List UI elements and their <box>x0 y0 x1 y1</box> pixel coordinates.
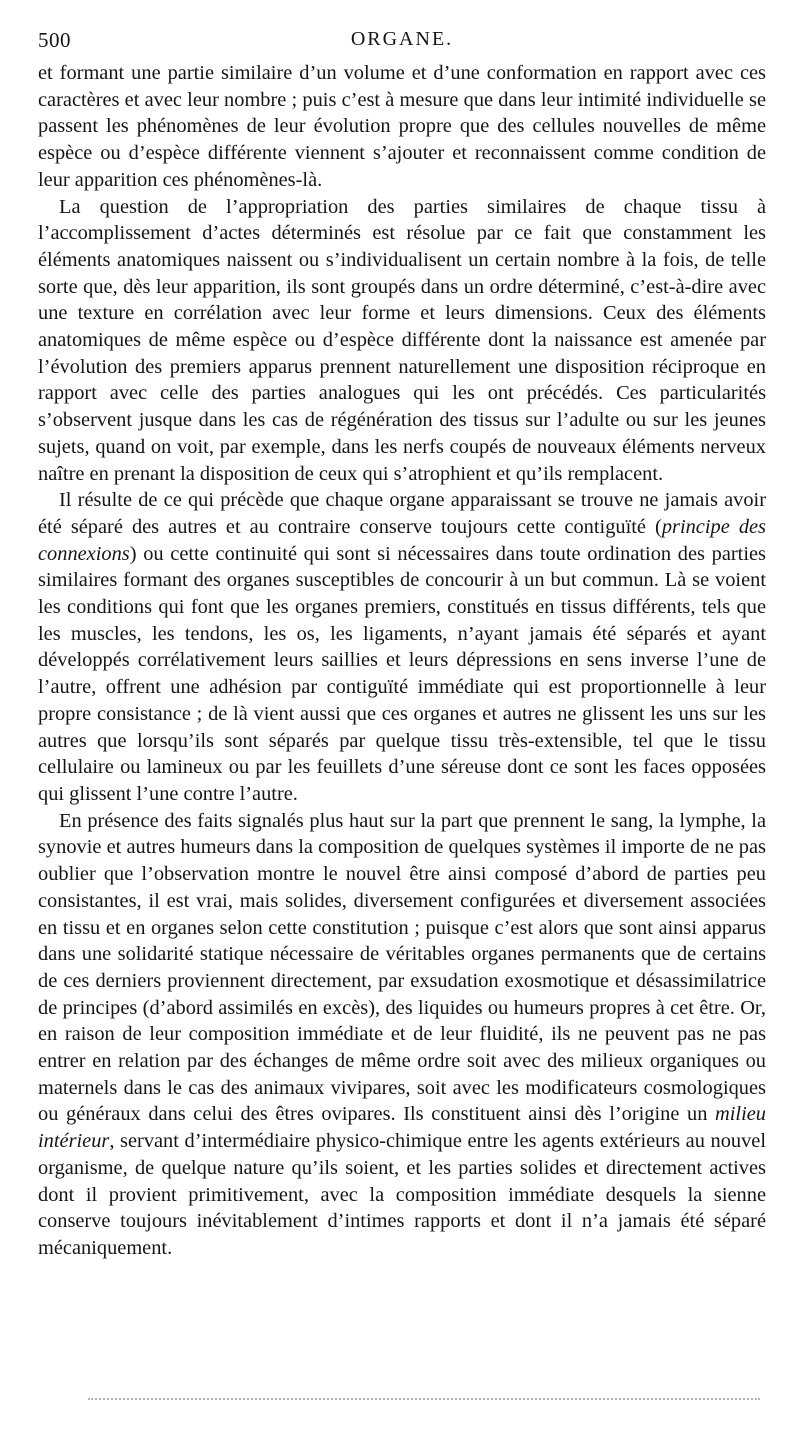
body-text <box>38 60 766 1262</box>
text-run: Il résulte de ce qui précède que chaque organe apparaissant se trouve ne jamais avoir été séparé des autres et au contraire conserve toujours cette contiguïté ( <box>38 489 766 538</box>
text-run: La question de l’appropriation des parties similaires de chaque tissu à l’accomplissement d’actes déterminés est résolue par ce fait que constamment les éléments anatomiques naissent ou s’individualisent un certain nombre à la fois, de telle sorte que, dès leur apparition, ils sont groupés dans un ordre déterminé, c’est-à-dire avec une texture en corrélation avec leur forme et leurs dimensions. Ceux des éléments anatomiques de même espèce ou d’espèce différente dont la naissance est amenée par l’évolution des premiers apparus prennent naturellement une disposition réciproque en rapport avec celle des parties analogues qui les ont précédés. Ces particularités s’observent jusque dans les cas de régénération des tissus sur l’adulte ou sur les jeunes sujets, quand on voit, par exemple, dans les nerfs coupés de nouveaux éléments nerveux naître en prenant la disposition de ceux qui s’atrophient et qu’ils remplacent. <box>38 195 766 485</box>
paragraph <box>38 60 766 194</box>
text-run: , servant d’intermédiaire physico-chimique entre les agents extérieurs au nouvel organisme, de quelque nature qu’ils soient, et les parties solides et directement actives dont il provient primitivement, avec la composition immédiate desquels la sienne conserve toujours inévitablement d’intimes rapports et dont il n’a jamais été séparé mécaniquement. <box>38 1130 766 1259</box>
paragraph <box>38 808 766 1262</box>
footer-rule <box>88 1398 760 1400</box>
text-run: En présence des faits signalés plus haut sur la part que prennent le sang, la lymphe, la synovie et autres humeurs dans la composition de quelques systèmes il importe de ne pas oublier que l’observation montre le nouvel être ainsi composé d’abord de parties peu consistantes, il est vrai, mais solides, diversement configurées et diversement associées en tissu et en organes selon cette constitution ; puisque c’est alors que sont ainsi apparus dans une solidarité statique nécessaire de véritables organes permanents que de certains de ces derniers proviennent directement, par exsudation exosmotique et désassimilatrice de principes (d’abord assimilés en excès), des liquides ou humeurs propres à cet être. Or, en raison de leur composition immédiate et de leur fluidité, ils ne peuvent pas ne pas entrer en relation par des échanges de même ordre soit avec des milieux organiques ou maternels dans le cas des animaux vivipares, soit avec les modificateurs cosmologiques ou généraux dans celui des êtres ovipares. Ils constituent ainsi dès l’origine un <box>38 809 766 1126</box>
paragraph <box>38 194 766 488</box>
paragraph <box>38 487 766 807</box>
italic-phrase: principe des connexions <box>38 515 766 565</box>
book-page <box>38 28 766 1262</box>
text-run: ) ou cette continuité qui sont si nécessaires dans toute ordination des parties similaires formant des organes susceptibles de concourir à un but commun. Là se voient les conditions qui font que les organes premiers, constitués en tissus différents, tels que les muscles, les tendons, les os, les ligaments, n’ayant jamais été séparés et ayant développés corrélativement leurs saillies et leurs dépressions en sens inverse l’une de l’autre, offrent une adhésion par contiguïté immédiate qui est proportionnelle à leur propre consistance ; de là vient aussi que ces organes et autres ne glissent les uns sur les autres que lorsqu’ils sont séparés par quelque tissu très-extensible, tel que le tissu cellulaire ou lamineux ou par les feuillets d’une séreuse dont ce sont les faces opposées qui glissent l’une contre l’autre. <box>38 542 766 805</box>
text-run: et formant une partie similaire d’un volume et d’une conformation en rapport avec ces caractères et avec leur nombre ; puis c’est à mesure que dans leur intimité individuelle se passent les phénomènes de leur évolution propre que des cellules nouvelles de même espèce ou d’espèce différente viennent s’ajouter et reconnaissent comme condition de leur apparition ces phénomènes-là. <box>38 62 766 191</box>
italic-phrase: milieu intérieur <box>38 1103 766 1153</box>
page-number: 500 <box>38 28 71 52</box>
running-title: ORGANE. <box>350 28 454 50</box>
page-header <box>38 28 766 60</box>
